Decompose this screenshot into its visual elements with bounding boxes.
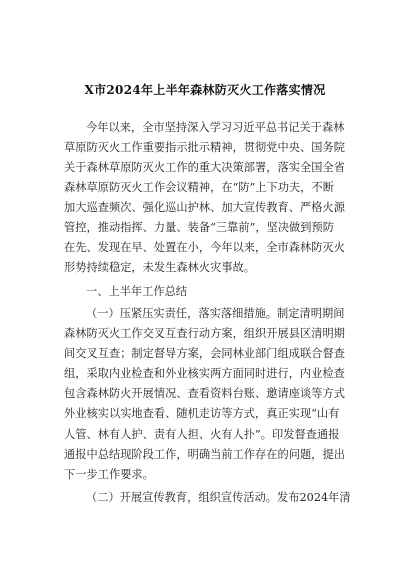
- body-line: 草原防灭火工作重要指示批示精神，贯彻党中央、国务院: [64, 141, 345, 154]
- body-line: （一）压紧压实责任，落实落细措施。制定清明期间: [86, 307, 345, 320]
- document-title: X市2024年上半年森林防灭火工作落实情况: [84, 83, 326, 97]
- body-line: 组，采取内业检查和外业核实两方面同时进行，内业检查: [64, 367, 345, 380]
- body-line: 外业核实以实地查看、随机走访等方式，真正实现“山有: [64, 407, 340, 420]
- body-line: 关于森林草原防灭火工作的重大决策部署，落实全国全省: [64, 161, 345, 174]
- body-line: 在先、发现在早、处置在小，今年以来，全市森林防灭火: [64, 241, 345, 254]
- body-line: 今年以来，全市坚持深入学习习近平总书记关于森林: [86, 121, 345, 134]
- body-line: 森林草原防灭火工作会议精神，在“防”上下功夫，不断: [64, 181, 335, 194]
- body-line: 森林防灭火工作交叉互查行动方案，组织开展县区清明期: [64, 327, 345, 340]
- body-line: （二）开展宣传教育，组织宣传活动。发布2024年清: [86, 491, 351, 504]
- body-line: 管控，推动指挥、力量、装备“三靠前”，坚决做到预防: [64, 221, 335, 234]
- body-line: 人管、林有人护、责有人担、火有人扑”。印发督查通报: [64, 428, 340, 441]
- body-line: 间交叉互查；制定督导方案，会同林业部门组成联合督查: [64, 347, 345, 360]
- section-heading: 一、上半年工作总结: [86, 285, 188, 298]
- body-line: 加大巡查频次、强化巡山护林、加大宣传教育、严格火源: [64, 201, 345, 214]
- body-line: 形势持续稳定，未发生森林火灾事故。: [64, 261, 256, 274]
- body-line: 下一步工作要求。: [64, 468, 154, 481]
- body-line: 通报中总结现阶段工作，明确当前工作存在的问题，提出: [64, 448, 345, 461]
- body-line: 包含森林防火开展情况、查看资料台账、邀请座谈等方式: [64, 387, 345, 400]
